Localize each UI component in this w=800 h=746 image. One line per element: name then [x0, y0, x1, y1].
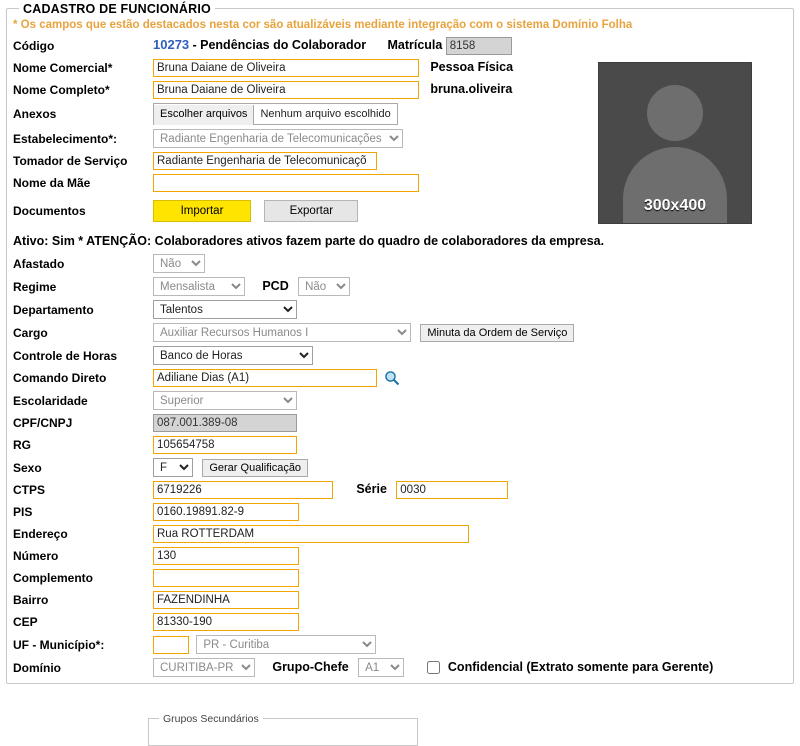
row-afastado [13, 252, 713, 275]
nome-comercial-input[interactable] [153, 59, 419, 77]
departamento-select[interactable] [153, 300, 297, 319]
importar-button[interactable]: Importar [153, 200, 251, 222]
codigo-label: Código [13, 39, 55, 53]
exportar-button[interactable]: Exportar [264, 200, 358, 222]
row-cpf [13, 412, 713, 434]
comando-direto-input[interactable] [153, 369, 377, 387]
employee-form-table [13, 35, 513, 228]
escolaridade-label: Escolaridade [13, 393, 88, 408]
estabelecimento-cell [153, 127, 513, 150]
numero-cell [153, 545, 713, 567]
controle-horas-cell [153, 344, 713, 367]
confidencial-checkbox[interactable] [427, 661, 440, 674]
documentos-label: Documentos [13, 204, 86, 218]
pis-label: PIS [13, 505, 33, 519]
dominio-label: Domínio [13, 660, 61, 675]
row-dominio [13, 656, 713, 679]
file-status-text: Nenhum arquivo escolhido [260, 108, 391, 120]
cargo-label: Cargo [13, 325, 48, 340]
pessoa-fisica-label: Pessoa Física [430, 60, 514, 75]
choose-files-button[interactable]: Escolher arquivos [154, 105, 254, 125]
file-input[interactable] [153, 103, 398, 125]
controle-horas-label: Controle de Horas [13, 348, 118, 363]
tomador-cell [153, 150, 513, 172]
cpf-input[interactable] [153, 414, 297, 432]
codigo-value-cell [153, 35, 513, 57]
serie-input[interactable] [396, 481, 508, 499]
ctps-label: CTPS [13, 483, 46, 497]
uf-municipio-label: UF - Município*: [13, 637, 105, 652]
cpf-label: CPF/CNPJ [13, 416, 73, 430]
row-rg [13, 434, 713, 456]
pendencias-link[interactable]: - Pendências do Colaborador [192, 38, 367, 53]
cep-cell [153, 611, 713, 633]
row-departamento [13, 298, 713, 321]
tomador-input[interactable] [153, 152, 377, 170]
controle-horas-select[interactable] [153, 346, 313, 365]
avatar-head-icon [647, 85, 703, 141]
dominio-cell [153, 656, 713, 679]
employee-form-table-2 [13, 252, 713, 679]
sexo-label: Sexo [13, 460, 42, 475]
row-anexos [13, 101, 513, 127]
regime-label: Regime [13, 279, 57, 294]
afastado-label: Afastado [13, 256, 65, 271]
row-cep [13, 611, 713, 633]
bairro-label: Bairro [13, 593, 49, 607]
row-estabelecimento [13, 127, 513, 150]
rg-label: RG [13, 438, 31, 452]
row-comando-direto [13, 367, 713, 389]
serie-label: Série [356, 482, 387, 497]
row-nome-mae [13, 172, 513, 194]
row-pis [13, 501, 713, 523]
page-title: CADASTRO DE FUNCIONÁRIO [19, 2, 215, 16]
minuta-ordem-servico-button[interactable]: Minuta da Ordem de Serviço [420, 324, 574, 342]
cep-input[interactable] [153, 613, 299, 631]
municipio-select[interactable] [196, 635, 376, 654]
cargo-select[interactable] [153, 323, 411, 342]
gerar-qualificacao-button[interactable]: Gerar Qualificação [202, 459, 308, 477]
row-complemento [13, 567, 713, 589]
documentos-cell [153, 194, 513, 228]
escolaridade-cell [153, 389, 713, 412]
row-nome-completo [13, 79, 513, 101]
rg-cell [153, 434, 713, 456]
sexo-select[interactable] [153, 458, 193, 477]
username-label: bruna.oliveira [430, 82, 513, 97]
dominio-select[interactable] [153, 658, 255, 677]
row-documentos [13, 194, 513, 228]
pis-cell [153, 501, 713, 523]
confidencial-label: Confidencial (Extrato somente para Gerente) [447, 659, 714, 674]
ativo-notice: Ativo: Sim * ATENÇÃO: Colaboradores ativos fazem parte do quadro de colaboradores da empresa. [13, 234, 605, 248]
nome-comercial-label: Nome Comercial* [13, 61, 113, 75]
numero-input[interactable] [153, 547, 299, 565]
nome-completo-cell [153, 79, 513, 101]
confidencial-checkbox-group[interactable] [423, 658, 713, 677]
complemento-input[interactable] [153, 569, 299, 587]
row-sexo [13, 456, 713, 479]
grupo-chefe-label: Grupo-Chefe [272, 659, 349, 674]
row-cargo [13, 321, 713, 344]
complemento-label: Complemento [13, 571, 94, 585]
row-codigo [13, 35, 513, 57]
sexo-cell [153, 456, 713, 479]
nome-mae-input[interactable] [153, 174, 419, 192]
row-regime [13, 275, 713, 298]
nome-completo-label: Nome Completo* [13, 83, 110, 97]
row-numero [13, 545, 713, 567]
comando-direto-label: Comando Direto [13, 371, 107, 385]
photo-dimensions-label: 300x400 [643, 197, 707, 214]
afastado-cell [153, 252, 713, 275]
rg-input[interactable] [153, 436, 297, 454]
numero-label: Número [13, 549, 59, 563]
integration-warning: * Os campos que estão destacados nesta cor são atualizáveis mediante integração com o sistema Domínio Folha [13, 19, 633, 31]
grupos-secundarios-fieldset [148, 713, 418, 746]
matricula-input[interactable] [446, 37, 512, 55]
search-icon[interactable] [384, 370, 400, 386]
anexos-label: Anexos [13, 107, 57, 121]
estabelecimento-select[interactable] [153, 129, 403, 148]
pcd-label: PCD [262, 278, 289, 293]
codigo-value: 10273 [153, 37, 190, 53]
row-nome-comercial [13, 57, 513, 79]
nome-mae-cell [153, 172, 513, 194]
row-uf-municipio [13, 633, 713, 656]
nome-comercial-cell [153, 57, 513, 79]
uf-municipio-cell [153, 633, 713, 656]
ctps-input[interactable] [153, 481, 333, 499]
bairro-input[interactable] [153, 591, 299, 609]
cargo-cell [153, 321, 713, 344]
regime-select[interactable] [153, 277, 245, 296]
grupos-secundarios-legend: Grupos Secundários [159, 713, 263, 725]
endereco-label: Endereço [13, 527, 68, 541]
departamento-label: Departamento [13, 302, 94, 317]
nome-completo-input[interactable] [153, 81, 419, 99]
cpf-cell [153, 412, 713, 434]
row-endereco [13, 523, 713, 545]
bairro-cell [153, 589, 713, 611]
pis-input[interactable] [153, 503, 299, 521]
endereco-cell [153, 523, 713, 545]
grupo-chefe-select[interactable] [358, 658, 404, 677]
comando-direto-cell [153, 367, 713, 389]
row-ctps [13, 479, 713, 501]
complemento-cell [153, 567, 713, 589]
row-controle-horas [13, 344, 713, 367]
employee-photo-placeholder [598, 62, 752, 224]
escolaridade-select[interactable] [153, 391, 297, 410]
anexos-cell [153, 101, 513, 127]
pcd-select[interactable] [298, 277, 350, 296]
endereco-input[interactable] [153, 525, 469, 543]
row-escolaridade [13, 389, 713, 412]
ctps-cell [153, 479, 713, 501]
row-tomador [13, 150, 513, 172]
matricula-label: Matrícula [387, 38, 443, 53]
estabelecimento-label: Estabelecimento*: [13, 131, 118, 146]
row-bairro [13, 589, 713, 611]
cep-label: CEP [13, 615, 38, 629]
departamento-cell [153, 298, 713, 321]
afastado-select[interactable] [153, 254, 205, 273]
tomador-label: Tomador de Serviço [13, 154, 128, 168]
nome-mae-label: Nome da Mãe [13, 176, 91, 190]
regime-cell [153, 275, 713, 298]
uf-input[interactable] [153, 636, 189, 654]
